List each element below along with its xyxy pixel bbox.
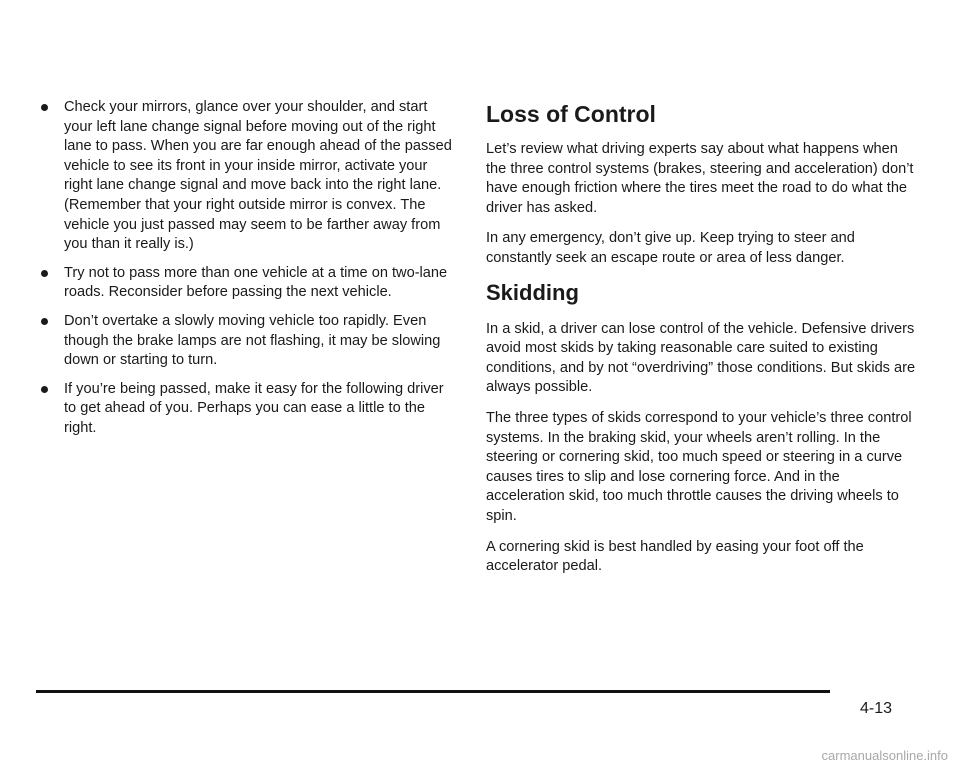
list-item-text: Check your mirrors, glance over your shoulder, and start your left lane change signal before moving out of the right lane to pass. When you are far enough ahead of the passed vehicle to see its front in your inside mirror, activate your right lane change signal and move back into the right lane. (Remember that your right outside mirror is convex. The vehicle you just passed may seem to be farther away from you than it really is.) (64, 99, 452, 253)
passing-tips-list (38, 98, 458, 439)
list-item-text: If you’re being passed, make it easy for the following driver to get ahead of you. Perhaps you can ease a little to the right. (64, 380, 444, 436)
list-item (38, 264, 458, 303)
bullet-icon (41, 104, 48, 111)
left-column (38, 98, 458, 448)
watermark: carmanualsonline.info (821, 748, 948, 763)
loss-of-control-heading: Loss of Control (486, 101, 656, 127)
skidding-paragraph: The three types of skids correspond to your vehicle’s three control systems. In the braking skid, your wheels aren’t rolling. In the steering or cornering skid, too much speed or steering in a curve causes tires to slip and lose cornering force. And in the acceleration skid, too much throttle causes the driving wheels to spin. (486, 409, 912, 524)
bullet-icon (41, 386, 48, 393)
list-item-text: Try not to pass more than one vehicle at a time on two-lane roads. Reconsider before passing the next vehicle. (64, 264, 448, 301)
list-item (38, 98, 458, 255)
right-column (486, 100, 920, 588)
loss-of-control-paragraph: In any emergency, don’t give up. Keep trying to steer and constantly seek an escape route or area of less danger. (486, 230, 855, 266)
footer-divider (36, 690, 830, 693)
loss-of-control-paragraph: Let’s review what driving experts say about what happens when the three control systems (brakes, steering and acceleration) don’t have enough friction where the tires meet the road to do what the driver has asked. (486, 141, 914, 216)
skidding-paragraph: A cornering skid is best handled by easing your foot off the accelerator pedal. (486, 538, 864, 575)
skidding-paragraph: In a skid, a driver can lose control of the vehicle. Defensive drivers avoid most skids by taking reasonable care suited to existing conditions, and by not “overdriving” those conditions. But skids are always possible. (486, 320, 916, 396)
bullet-icon (41, 270, 48, 277)
skidding-heading: Skidding (486, 279, 579, 305)
page-number: 4-13 (860, 700, 893, 717)
list-item-text: Don’t overtake a slowly moving vehicle too rapidly. Even though the brake lamps are not flashing, it may be slowing down or starting to turn. (64, 312, 441, 369)
list-item (38, 312, 458, 371)
bullet-icon (41, 318, 48, 325)
list-item (38, 380, 458, 439)
